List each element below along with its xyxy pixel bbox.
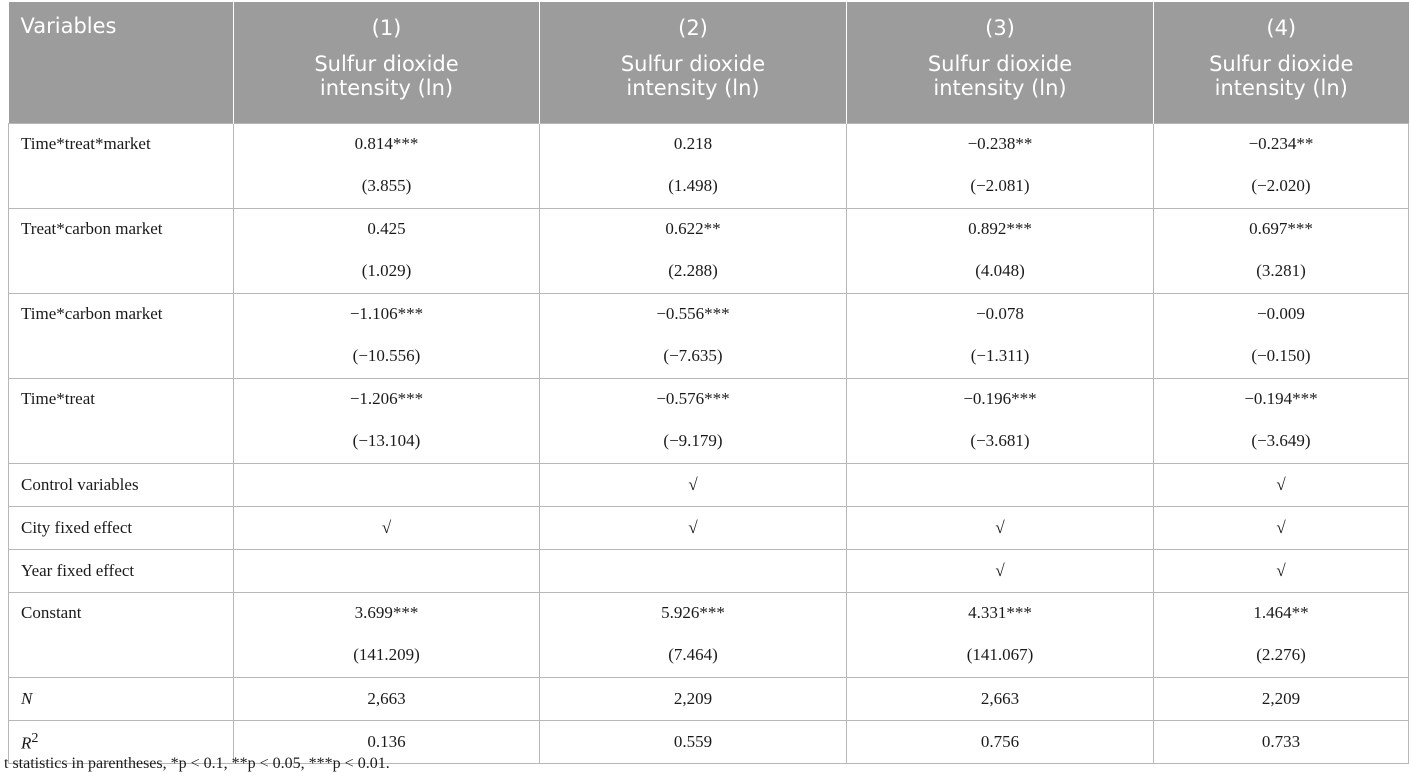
check-mark: √	[847, 507, 1154, 550]
table-cell: 0.559	[540, 721, 847, 764]
table-cell	[540, 209, 847, 294]
table-cell	[1154, 124, 1409, 209]
table-cell	[234, 593, 540, 678]
table-cell	[847, 379, 1154, 464]
coefficient: 0.425	[367, 219, 406, 238]
coefficient: 0.814***	[354, 134, 419, 153]
r-squared-base: R	[21, 733, 32, 753]
row-label-text: Time*treat*market	[21, 134, 151, 153]
row-label	[9, 593, 234, 678]
table-cell	[1154, 294, 1409, 379]
coefficient: −0.556***	[656, 304, 730, 323]
t-statistic: (−3.681)	[970, 431, 1030, 450]
table-header	[9, 2, 1409, 124]
row-label: City fixed effect	[9, 507, 234, 550]
t-statistic: (−7.635)	[663, 346, 723, 365]
table-cell: 2,663	[234, 678, 540, 721]
check-mark: √	[540, 507, 847, 550]
table-row	[9, 379, 1409, 464]
table-row	[9, 507, 1409, 550]
table-cell	[847, 209, 1154, 294]
dependent-variable: Sulfur dioxide intensity (ln)	[620, 52, 766, 100]
coefficient: −1.106***	[349, 304, 424, 323]
coefficient: −1.206***	[349, 389, 424, 408]
r-squared-superscript: 2	[31, 730, 39, 747]
table-row	[9, 124, 1409, 209]
coefficient: 0.697***	[1249, 219, 1313, 238]
check-mark	[234, 550, 540, 593]
model-number: (2)	[678, 16, 708, 40]
table-row	[9, 464, 1409, 507]
t-statistic: (3.855)	[361, 176, 412, 195]
table-cell	[234, 294, 540, 379]
table-cell	[540, 124, 847, 209]
table-cell	[847, 124, 1154, 209]
t-statistic: (4.048)	[975, 261, 1025, 280]
coefficient: −0.238**	[967, 134, 1033, 153]
regression-table	[8, 2, 1409, 764]
coefficient: 5.926***	[661, 603, 725, 622]
coefficient: −0.234**	[1248, 134, 1314, 153]
t-statistic: (−2.020)	[1251, 176, 1311, 195]
table-cell	[847, 593, 1154, 678]
table-footnote: t statistics in parentheses, *p < 0.1, **p < 0.05, ***p < 0.01.	[4, 755, 390, 772]
coefficient: 0.218	[673, 134, 713, 153]
t-statistic: (3.281)	[1256, 261, 1306, 280]
header-model-3	[847, 2, 1154, 124]
table-cell: 0.756	[847, 721, 1154, 764]
header-model-4	[1154, 2, 1409, 124]
check-mark: √	[1154, 464, 1409, 507]
check-mark	[540, 550, 847, 593]
coefficient: −0.078	[976, 304, 1024, 323]
coefficient: −0.009	[1257, 304, 1305, 323]
t-statistic: (−10.556)	[352, 346, 421, 365]
dependent-variable: Sulfur dioxide intensity (ln)	[927, 52, 1073, 100]
row-label-text: Treat*carbon market	[21, 219, 163, 238]
coefficient: 0.892***	[968, 219, 1032, 238]
row-label-text: Time*carbon market	[21, 304, 163, 323]
table-row	[9, 209, 1409, 294]
coefficient: 0.622**	[665, 219, 721, 238]
table-cell: 2,663	[847, 678, 1154, 721]
t-statistic: (−3.649)	[1251, 431, 1311, 450]
t-statistic: (−9.179)	[663, 431, 723, 450]
table-cell	[1154, 209, 1409, 294]
table-cell	[1154, 593, 1409, 678]
t-statistic: (−2.081)	[970, 176, 1030, 195]
table-cell: 0.136	[234, 721, 540, 764]
t-statistic: (2.276)	[1256, 645, 1306, 664]
t-statistic: (141.209)	[353, 645, 420, 664]
dependent-variable: Sulfur dioxide intensity (ln)	[314, 52, 459, 100]
model-number: (4)	[1266, 16, 1297, 40]
table-cell: 2,209	[1154, 678, 1409, 721]
t-statistic: (−1.311)	[970, 346, 1030, 365]
coefficient: −0.196***	[963, 389, 1037, 408]
row-label: Control variables	[9, 464, 234, 507]
t-statistic: (1.498)	[668, 176, 718, 195]
table-cell	[847, 294, 1154, 379]
t-statistic: (7.464)	[668, 645, 718, 664]
header-variables: Variables	[9, 2, 234, 124]
table-cell	[234, 209, 540, 294]
row-label: N	[9, 678, 234, 721]
table-cell	[540, 379, 847, 464]
check-mark: √	[234, 507, 540, 550]
table-cell	[234, 124, 540, 209]
row-label-text: Constant	[21, 603, 82, 622]
table-row	[9, 550, 1409, 593]
table-cell: 0.733	[1154, 721, 1409, 764]
row-label	[9, 379, 234, 464]
check-mark: √	[1154, 550, 1409, 593]
row-label-text: Time*treat	[21, 389, 95, 408]
table-body	[9, 124, 1409, 764]
t-statistic: (2.288)	[668, 261, 718, 280]
t-statistic: (141.067)	[966, 645, 1034, 664]
header-model-2	[540, 2, 847, 124]
coefficient: 1.464**	[1253, 603, 1309, 622]
t-statistic: (−13.104)	[352, 431, 421, 450]
coefficient: −0.194***	[1244, 389, 1318, 408]
table-cell	[540, 294, 847, 379]
table-cell	[234, 379, 540, 464]
model-number: (3)	[985, 16, 1015, 40]
table-cell	[1154, 379, 1409, 464]
check-mark: √	[540, 464, 847, 507]
check-mark	[234, 464, 540, 507]
coefficient: −0.576***	[656, 389, 730, 408]
table-cell	[540, 593, 847, 678]
coefficient: 3.699***	[354, 603, 419, 622]
table-row	[9, 678, 1409, 721]
header-model-1	[234, 2, 540, 124]
row-label	[9, 294, 234, 379]
row-label: Year fixed effect	[9, 550, 234, 593]
row-label	[9, 209, 234, 294]
t-statistic: (−0.150)	[1251, 346, 1311, 365]
table-row	[9, 593, 1409, 678]
t-statistic: (1.029)	[361, 261, 412, 280]
row-label	[9, 124, 234, 209]
table-cell: 2,209	[540, 678, 847, 721]
coefficient: 4.331***	[968, 603, 1032, 622]
check-mark: √	[1154, 507, 1409, 550]
check-mark: √	[847, 550, 1154, 593]
table-row	[9, 294, 1409, 379]
model-number: (1)	[371, 16, 402, 40]
check-mark	[847, 464, 1154, 507]
dependent-variable: Sulfur dioxide intensity (ln)	[1209, 52, 1354, 100]
